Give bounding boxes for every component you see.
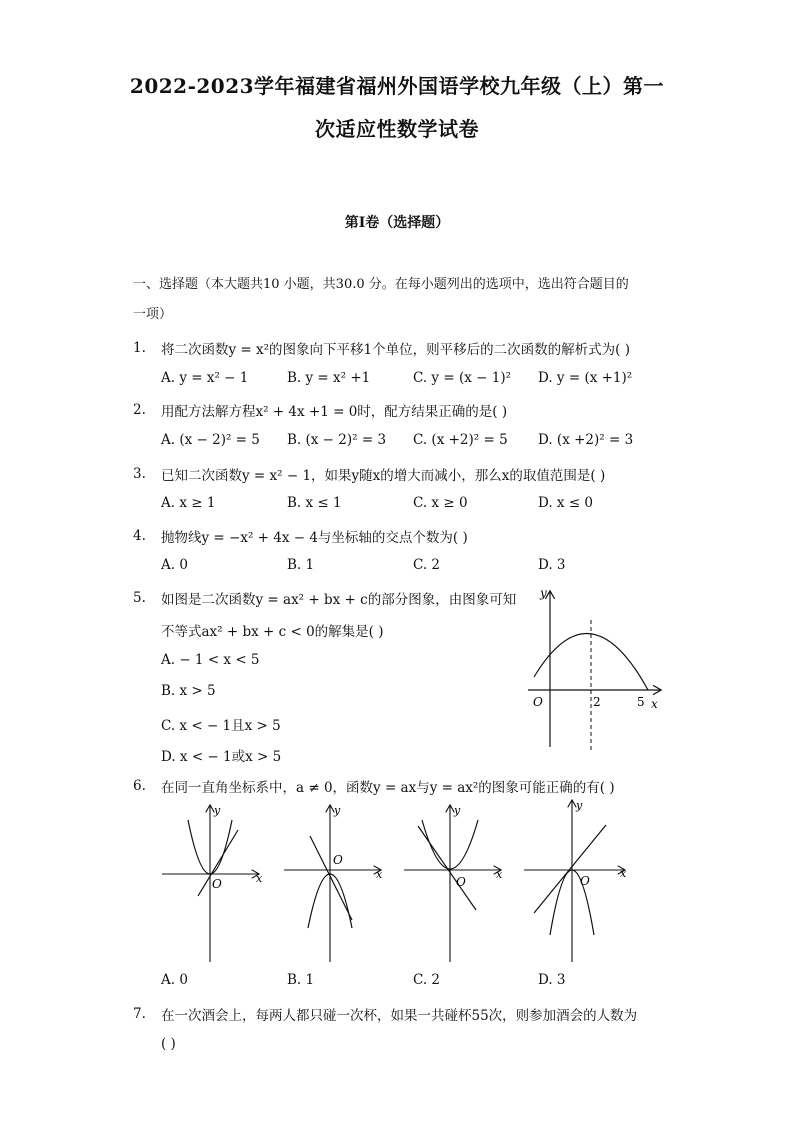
instructions-line-2: 一项） — [133, 307, 173, 322]
question-5-text-line-2: 不等式ax² + bx + c < 0的解集是( ) — [161, 624, 384, 640]
question-7-text-line-1: 在一次酒会上，每两人都只碰一次杯，如果一共碰杯55次，则参加酒会的人数为 — [161, 1008, 638, 1024]
title-line-2: 次适应性数学试卷 — [315, 117, 479, 141]
question-1-number: 1. — [133, 340, 146, 356]
svg-text:y: y — [334, 804, 341, 817]
q5-tick-2: 2 — [593, 695, 601, 709]
svg-text:x: x — [620, 867, 627, 880]
question-5-number: 5. — [133, 590, 146, 606]
q6-graph-a — [158, 800, 268, 965]
q2-option-a[interactable]: A. (x − 2)² = 5 — [161, 432, 260, 448]
question-7-number: 7. — [133, 1006, 146, 1022]
q2-option-b[interactable]: B. (x − 2)² = 3 — [287, 432, 387, 448]
svg-text:y: y — [214, 804, 221, 817]
question-1-text: 将二次函数y = x²的图象向下平移1个单位，则平移后的二次函数的解析式为( ) — [161, 342, 630, 358]
q2-option-d[interactable]: D. (x +2)² = 3 — [538, 432, 634, 448]
svg-text:O: O — [456, 875, 466, 889]
q1-option-a[interactable]: A. y = x² − 1 — [161, 370, 249, 386]
svg-text:y: y — [576, 799, 583, 812]
q2-option-c[interactable]: C. (x +2)² = 5 — [413, 432, 508, 448]
q5-tick-5: 5 — [637, 695, 645, 709]
svg-text:x: x — [376, 868, 383, 881]
question-6-text: 在同一直角坐标系中，a ≠ 0，函数y = ax与y = ax²的图象可能正确的有( ) — [161, 780, 615, 796]
q5-origin-label: O — [533, 695, 543, 709]
q3-option-a[interactable]: A. x ≥ 1 — [161, 495, 216, 511]
question-4-number: 4. — [133, 528, 146, 544]
svg-text:O: O — [333, 853, 343, 867]
q4-option-d[interactable]: D. 3 — [538, 557, 566, 573]
q5-y-label: y — [540, 586, 547, 600]
svg-text:O: O — [580, 874, 590, 888]
q1-option-d[interactable]: D. y = (x +1)² — [538, 370, 633, 386]
q5-option-c[interactable]: C. x < − 1且x > 5 — [161, 718, 281, 734]
q5-x-label: x — [651, 697, 658, 711]
q6-option-b[interactable]: B. 1 — [287, 972, 315, 988]
q1-option-b[interactable]: B. y = x² +1 — [287, 370, 371, 386]
question-7-text-line-2: ( ) — [161, 1036, 176, 1052]
question-2-text: 用配方法解方程x² + 4x +1 = 0时，配方结果正确的是( ) — [161, 404, 508, 420]
q3-option-d[interactable]: D. x ≤ 0 — [538, 495, 594, 511]
question-4-text: 抛物线y = −x² + 4x − 4与坐标轴的交点个数为( ) — [161, 530, 468, 546]
svg-text:y: y — [454, 804, 461, 817]
question-3-number: 3. — [133, 466, 146, 482]
q5-option-d[interactable]: D. x < − 1或x > 5 — [161, 749, 282, 765]
q1-option-c[interactable]: C. y = (x − 1)² — [413, 370, 511, 386]
question-6-number: 6. — [133, 778, 146, 794]
section-title: 第Ⅰ卷（选择题） — [344, 215, 450, 231]
q5-option-a[interactable]: A. − 1 < x < 5 — [161, 652, 260, 668]
q6-option-d[interactable]: D. 3 — [538, 972, 566, 988]
instructions-line-1: 一、选择题（本大题共10 小题，共30.0 分。在每小题列出的选项中，选出符合题目的 — [133, 277, 629, 292]
q4-option-c[interactable]: C. 2 — [413, 557, 441, 573]
q6-graph-b — [280, 800, 390, 965]
question-5-text-line-1: 如图是二次函数y = ax² + bx + c的部分图象，由图象可知 — [161, 592, 517, 608]
title-line-1: 2022-2023学年福建省福州外国语学校九年级（上）第一 — [129, 74, 665, 98]
question-2-number: 2. — [133, 402, 146, 418]
q3-option-b[interactable]: B. x ≤ 1 — [287, 495, 342, 511]
q5-parabola-graph — [520, 582, 670, 752]
question-3-text: 已知二次函数y = x² − 1，如果y随x的增大而减小，那么x的取值范围是( ) — [161, 468, 606, 484]
q4-option-a[interactable]: A. 0 — [161, 557, 188, 573]
q6-option-a[interactable]: A. 0 — [161, 972, 188, 988]
svg-text:x: x — [256, 872, 263, 885]
q6-graph-c — [400, 800, 510, 965]
q6-option-c[interactable]: C. 2 — [413, 972, 441, 988]
q4-option-b[interactable]: B. 1 — [287, 557, 315, 573]
q6-graph-d — [520, 795, 635, 965]
q5-option-b[interactable]: B. x > 5 — [161, 683, 216, 699]
q3-option-c[interactable]: C. x ≥ 0 — [413, 495, 468, 511]
svg-text:O: O — [212, 877, 222, 891]
svg-text:x: x — [496, 868, 503, 881]
